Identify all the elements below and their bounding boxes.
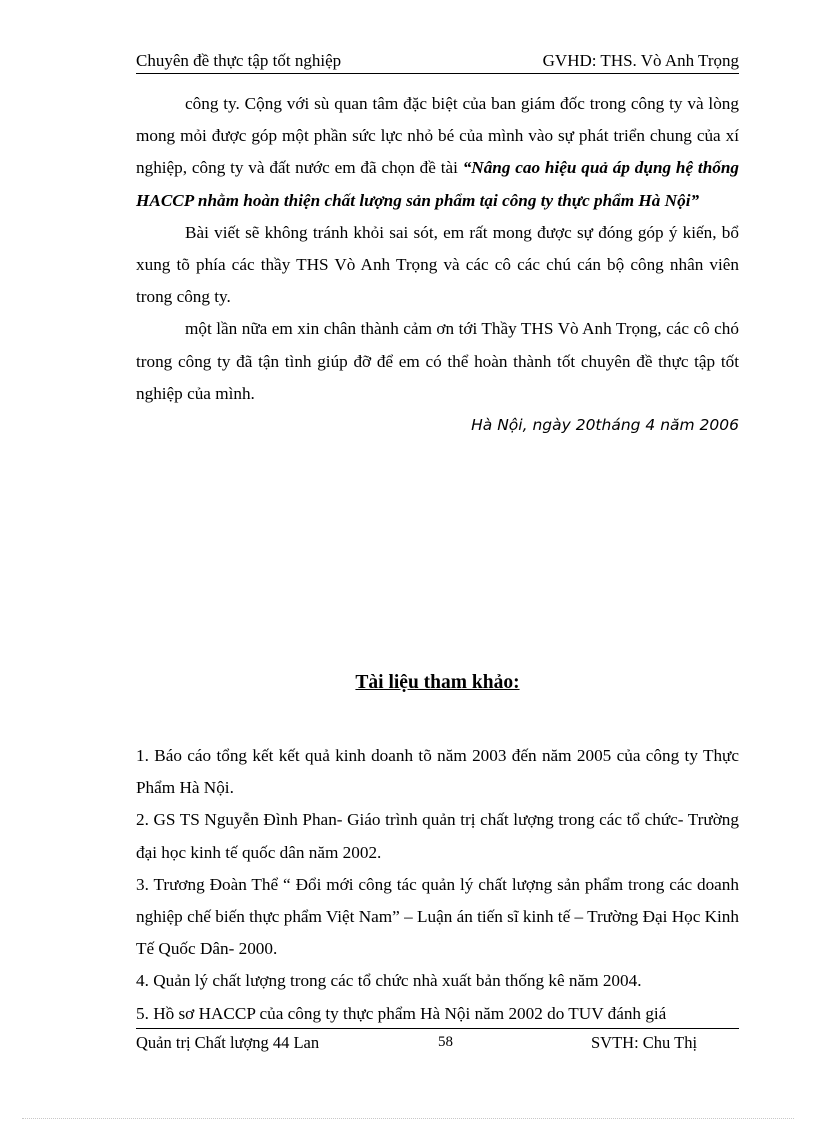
footer-left-text: Quản trị Chất lượng 44 Lan	[136, 1033, 320, 1052]
footer-right-text: SVTH: Chu Thị	[591, 1033, 698, 1052]
paragraph-2: Bài viết sẽ không tránh khỏi sai sót, em rất mong được sự đóng góp ý kiến, bổ xung tõ phía các thầy THS Vò Anh Trọng và các cô các chú cán bộ công nhân viên trong công ty.	[136, 222, 739, 307]
reference-item: 2. GS TS Nguyễn Đình Phan- Giáo trình quản trị chất lượng trong các tổ chức- Trường đại học kinh tế quốc dân năm 2002.	[136, 810, 739, 862]
footer-divider	[136, 1028, 739, 1029]
reference-item: 3. Trương Đoàn Thể “ Đổi mới công tác quản lý chất lượng sản phẩm trong các doanh nghiệp chế biến thực phẩm Việt Nam” – Luận án tiến sĩ kinh tế – Trường Đại Học Kinh Tế Quốc Dân- 2000.	[136, 874, 739, 959]
reference-list	[136, 740, 739, 1030]
reference-item: 5. Hồ sơ HACCP của công ty thực phẩm Hà Nội năm 2002 do TUV đánh giá	[136, 1003, 667, 1023]
references-title: Tài liệu tham khảo:	[355, 672, 520, 693]
page-header	[136, 51, 739, 74]
page-edge-divider	[22, 1118, 794, 1119]
paragraph-3: một lần nữa em xin chân thành cảm ơn tới Thầy THS Vò Anh Trọng, các cô chó trong công ty đã tận tình giúp đỡ để em có thể hoàn thành tốt chuyên đề thực tập tốt nghiệp của mình.	[136, 319, 739, 403]
paragraph-1	[136, 88, 739, 217]
date-line: Hà Nội, ngày 20tháng 4 năm 2006	[471, 416, 739, 435]
reference-item: 1. Báo cáo tổng kết kết quả kinh doanh tõ năm 2003 đến năm 2005 của công ty Thực Phẩm Hà Nội.	[136, 746, 739, 798]
paragraph-1-text: công ty. Cộng với sù quan tâm đặc biệt của ban giám đốc trong công ty và lòng mong mỏi được góp một phần sức lực nhỏ bé của mình vào sự phát triển chung của xí nghiệp, công ty và đất nước em đã chọn đề tài	[136, 94, 739, 178]
body-text	[136, 88, 739, 440]
references-heading	[136, 670, 739, 696]
reference-item: 4. Quản lý chất lượng trong các tổ chức nhà xuất bản thống kê năm 2004.	[136, 971, 642, 991]
page-number: 58	[438, 1034, 453, 1050]
thesis-title: “Nâng cao hiệu quả áp dụng hệ thống HACCP nhằm hoàn thiện chất lượng sản phẩm tại công ty thực phẩm Hà Nội”	[136, 158, 740, 210]
header-left-text: Chuyên đề thực tập tốt nghiệp	[136, 51, 342, 70]
header-right-text: GVHD: THS. Vò Anh Trọng	[542, 51, 739, 70]
